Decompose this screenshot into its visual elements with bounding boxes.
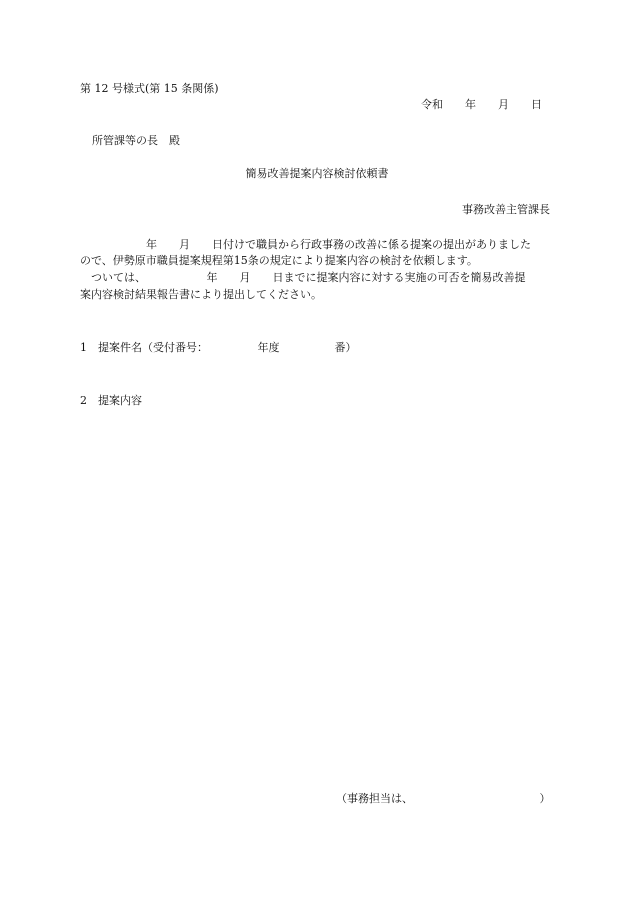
form-number: 第 12 号様式(第 15 条関係) [80,82,219,95]
body-para2-line2: 案内容検討結果報告書により提出してください。 [80,288,322,301]
date-line: 令和 年 月 日 [421,98,542,111]
body-para1-line1: 年 月 日付けで職員から行政事務の改善に係る提案の提出がありました [80,238,531,251]
body-para2-line1: ついては、 年 月 日までに提案内容に対する実施の可否を簡易改善提 [80,271,526,284]
addressee: 所管課等の長 殿 [92,134,180,147]
body-para1-line2: ので、伊勢原市職員提案規程第15条の規定により提案内容の検討を依頼します。 [80,254,478,267]
item-proposal-content: 2 提案内容 [80,394,142,407]
document-title: 簡易改善提案内容検討依頼書 [245,167,389,180]
sender: 事務改善主管課長 [462,203,550,216]
contact-person: （事務担当は、 ） [336,792,551,805]
item-proposal-title: 1 提案件名（受付番号： 年度 番） [80,341,357,354]
